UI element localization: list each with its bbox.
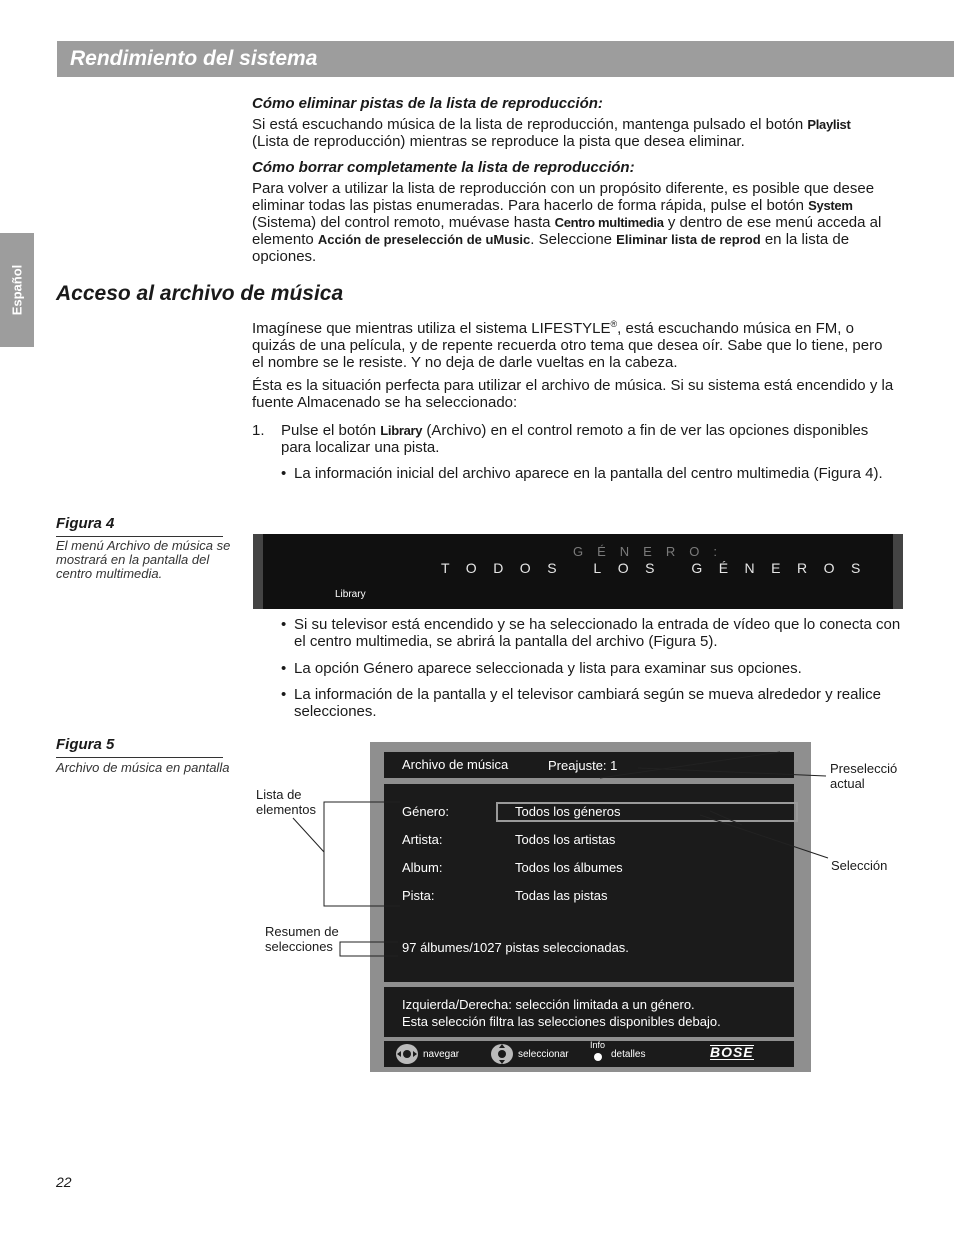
figure-4-caption: El menú Archivo de música se mostrará en la pantalla del centro multimedia. <box>56 538 231 581</box>
footer-details: detalles <box>611 1049 646 1060</box>
playlist-button-name: Playlist <box>807 117 851 132</box>
bullet-genre-selected: • La opción Género aparece seleccionada y lista para examinar sus opciones. <box>281 660 802 677</box>
help-line-1: Izquierda/Derecha: selección limitada a un género. <box>402 997 695 1012</box>
annotation-item-list: Lista de elementos <box>256 787 316 817</box>
help-line-2: Esta selección filtra las selecciones disponibles debajo. <box>402 1014 721 1029</box>
clear-list-text: Para volver a utilizar la lista de reproducción con un propósito diferente, es posible que desee eliminar todas las pistas enumeradas. Para hacerlo de forma rápida, pulse el botón System (Sistema) del control remoto, muévase hasta Centro multimedia y dentro de ese menú acceda al elemento Acción de preselección de uMusic. Seleccione Eliminar lista de reprod en la lista de opciones. <box>252 180 882 265</box>
row-genre-value[interactable]: Todos los géneros <box>515 804 621 819</box>
remove-tracks-text: Si está escuchando música de la lista de reproducción, mantenga pulsado el botón Playlist (Lista de reproducción) mientras se reproduce la pista que desea eliminar. <box>252 116 851 150</box>
figure-5-caption: Archivo de música en pantalla <box>56 760 230 775</box>
screen-preset: Preajuste: 1 <box>548 758 618 773</box>
figure-5-label: Figura 5 <box>56 736 115 753</box>
row-track-key: Pista: <box>402 888 435 903</box>
footer-navigate: navegar <box>423 1049 460 1060</box>
screen-title: Archivo de música <box>402 757 509 772</box>
section-header-title: Rendimiento del sistema <box>70 47 318 70</box>
access-section-title: Acceso al archivo de música <box>56 282 344 305</box>
display-genre-value: TODOS LOS GÉNEROS <box>441 560 877 576</box>
bullet-tv-on: • Si su televisor está encendido y se ha seleccionado la entrada de vídeo que lo conecta con el centro multimedia, se abrirá la pantalla del archivo (Figura 5). <box>281 616 901 650</box>
row-artist-value[interactable]: Todos los artistas <box>515 832 616 847</box>
remove-tracks-heading: Cómo eliminar pistas de la lista de reproducción: <box>252 95 603 112</box>
row-album-value[interactable]: Todos los álbumes <box>515 860 623 875</box>
annotation-selection: Selección <box>831 858 888 873</box>
row-genre-key: Género: <box>402 804 449 819</box>
eliminar-lista-item: Eliminar lista de reprod <box>616 232 761 247</box>
bullet-initial-info: • La información inicial del archivo aparece en la pantalla del centro multimedia (Figura 4). <box>281 465 883 482</box>
selection-summary: 97 álbumes/1027 pistas seleccionadas. <box>402 940 629 955</box>
centro-multimedia-name: Centro multimedia <box>554 215 664 230</box>
step-1: 1. Pulse el botón Library (Archivo) en el control remoto a fin de ver las opciones disponibles para localizar una pista. <box>252 422 869 456</box>
accion-preseleccion-item: Acción de preselección de uMusic <box>317 232 531 247</box>
footer-select: seleccionar <box>518 1049 569 1060</box>
footer-info-label: Info <box>590 1040 606 1050</box>
figure-4-label: Figura 4 <box>56 515 115 532</box>
display-library-label: Library <box>335 589 366 600</box>
bullet-display-changes: • La información de la pantalla y el televisor cambiará según se mueva alrededor y realice selecciones. <box>281 686 881 720</box>
bose-logo: BOSE <box>710 1044 754 1060</box>
language-tab-label: Español <box>9 264 25 316</box>
clear-list-heading: Cómo borrar completamente la lista de reproducción: <box>252 159 635 176</box>
annotation-current-preset: Preselecció actual <box>830 761 898 791</box>
row-artist-key: Artista: <box>402 832 443 847</box>
access-paragraph-1: Imagínese que mientras utiliza el sistema LIFESTYLE®, está escuchando música en FM, o quizás de una película, y de repente recuerda otro tema que desea oír. Sabe que lo tiene, pero el nombre se le resiste. Y no deja de darle vueltas en la cabeza. <box>252 319 883 371</box>
display-genre-label: GÉNERO: <box>573 544 731 559</box>
row-album-key: Album: <box>402 860 443 875</box>
page-number: 22 <box>56 1174 72 1190</box>
library-button-name: Library <box>380 423 423 438</box>
row-track-value[interactable]: Todas las pistas <box>515 888 608 903</box>
step-number: 1. <box>252 422 265 439</box>
access-paragraph-2: Ésta es la situación perfecta para utilizar el archivo de música. Si su sistema está encendido y la fuente Almacenado se ha seleccionado: <box>252 377 894 411</box>
system-button-name: System <box>808 198 853 213</box>
annotation-summary: Resumen de selecciones <box>265 924 339 954</box>
